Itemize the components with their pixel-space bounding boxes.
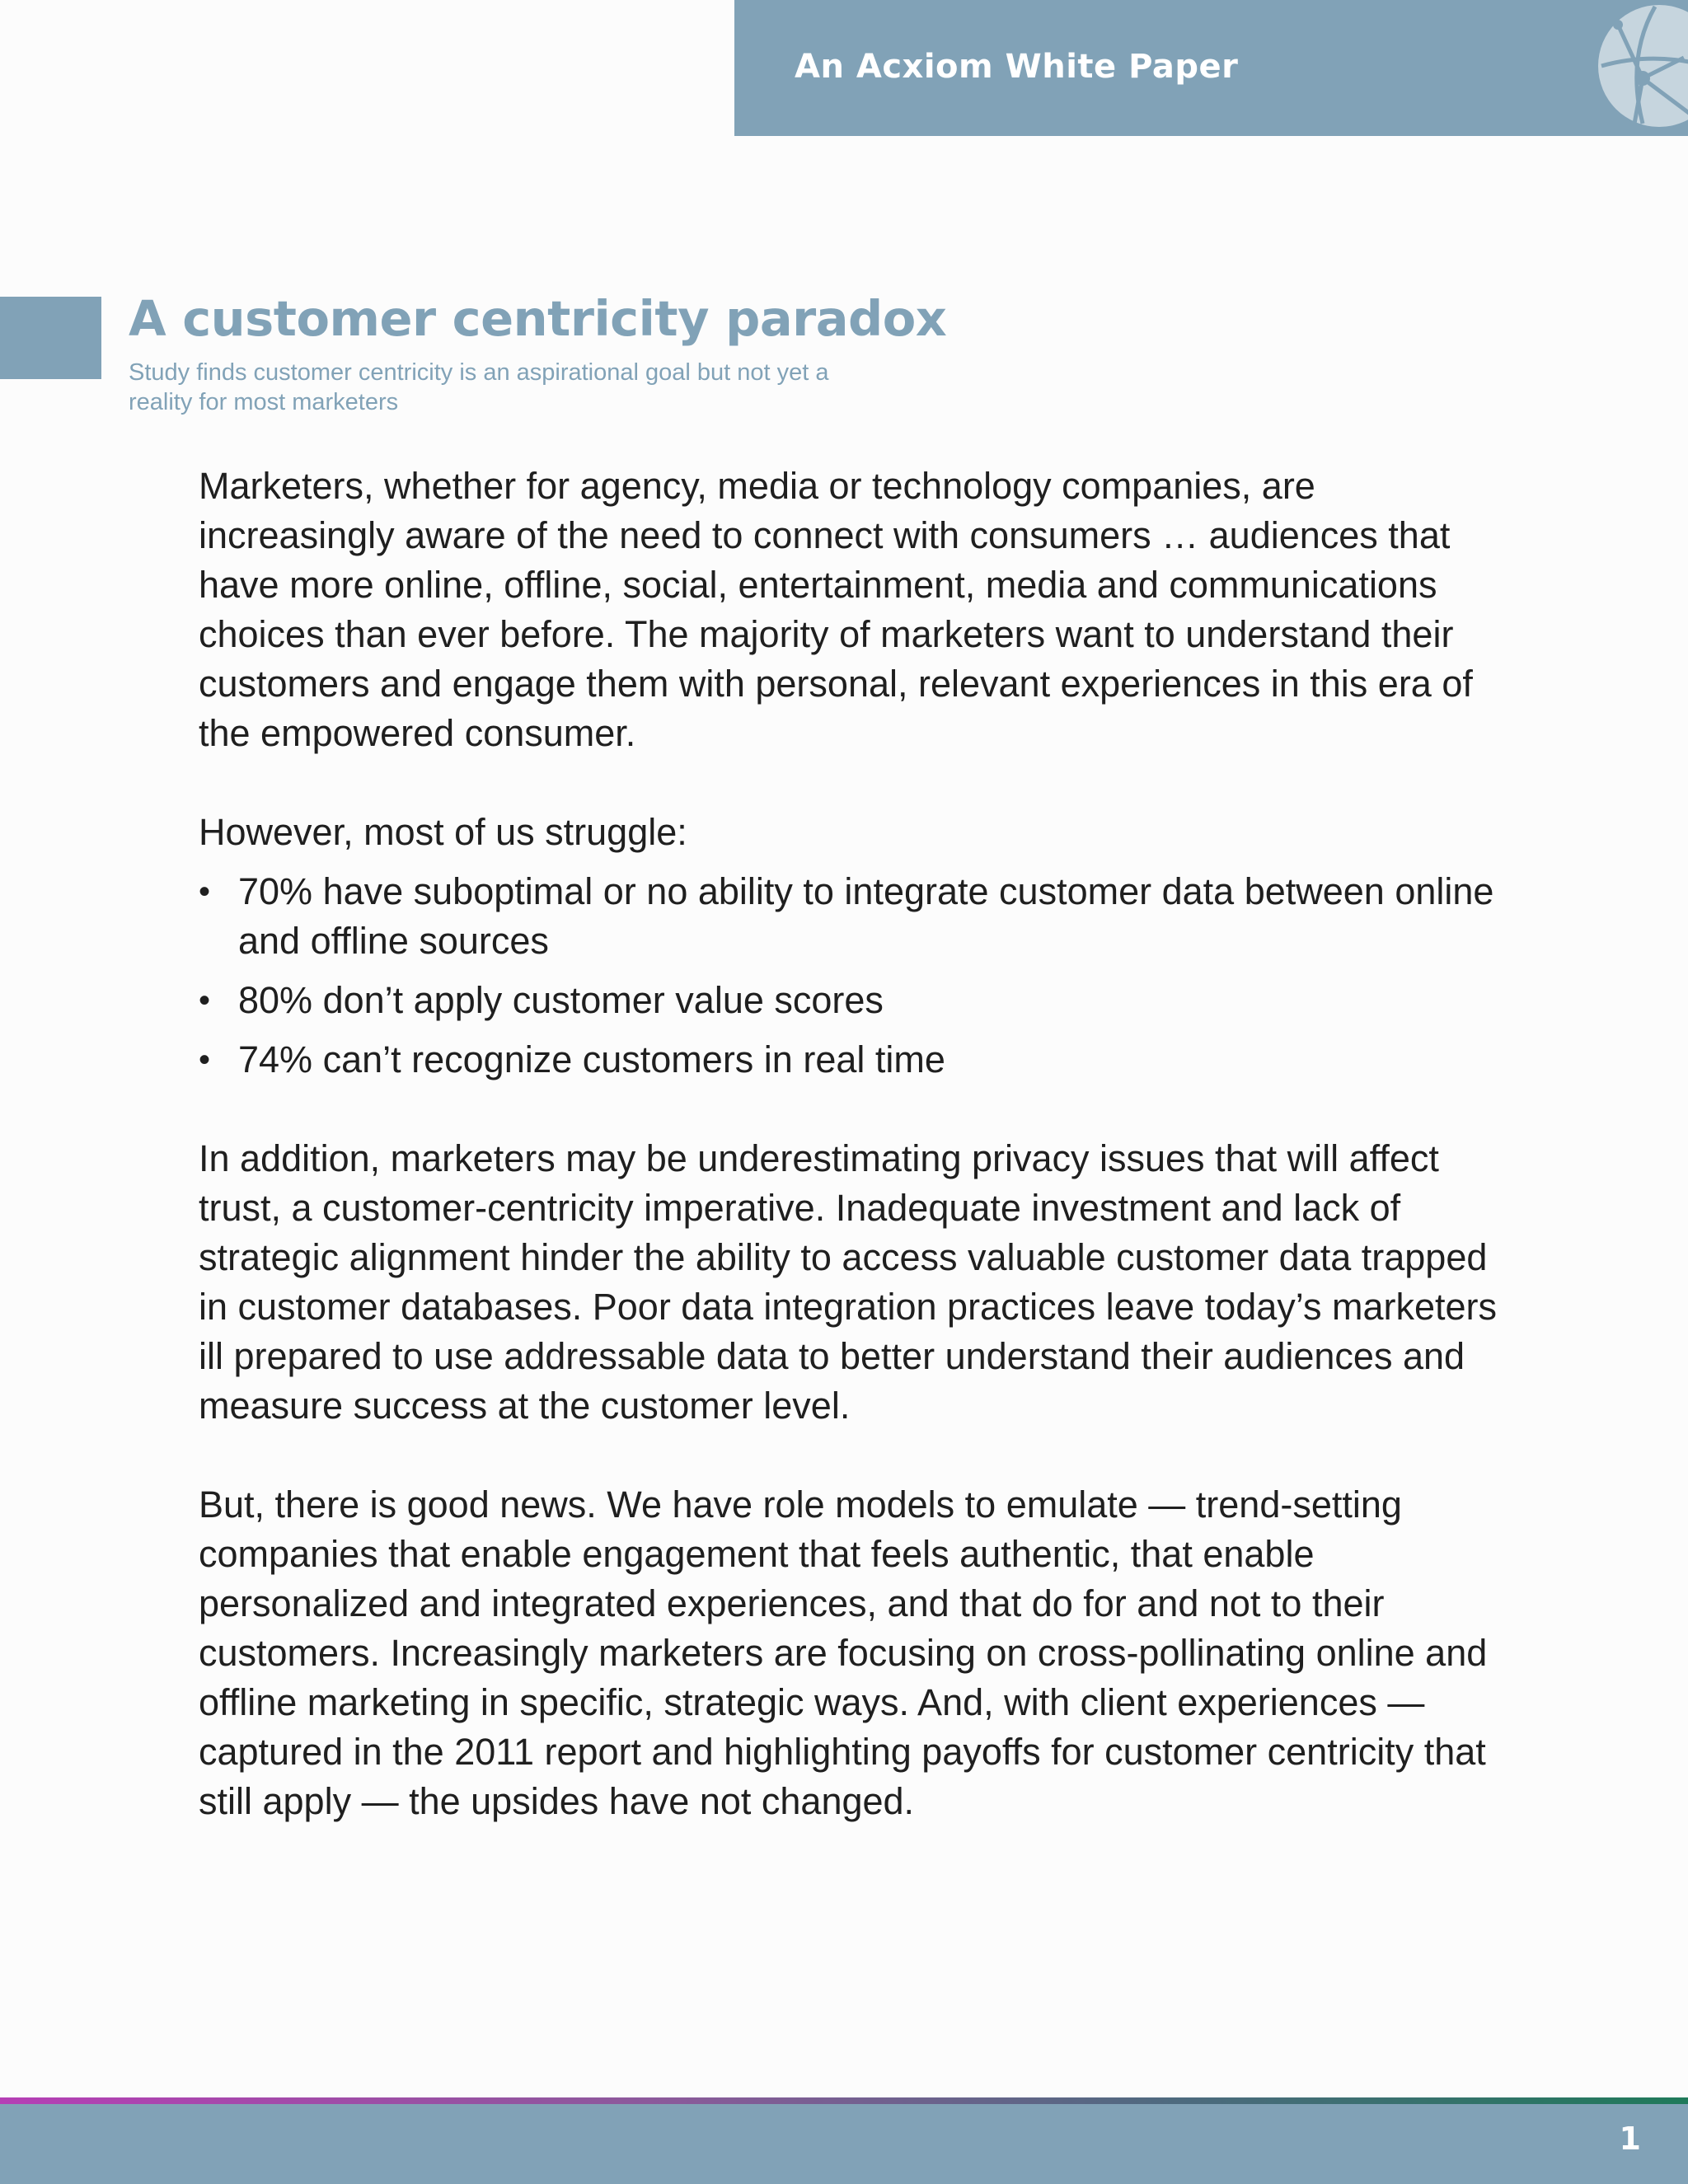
list-item xyxy=(199,867,1501,966)
bullet-icon: • xyxy=(199,874,211,910)
page-title: A customer centricity paradox xyxy=(129,290,947,347)
paragraph-intro: Marketers, whether for agency, media or technology companies, are increasingly aware of the need to connect with consumers … audiences that have more online, offline, social, entertainment, media and communications choices than ever before. The majority of marketers want to understand their customers and engage them with personal, relevant experiences in this era of the empowered consumer. xyxy=(199,465,1473,754)
header-title: An Acxiom White Paper xyxy=(795,48,1239,86)
list-item-text: 70% have suboptimal or no ability to integrate customer data between online and offline sources xyxy=(238,870,1494,962)
title-accent-block xyxy=(0,297,101,379)
footer-bar xyxy=(0,2104,1688,2184)
bullet-icon: • xyxy=(199,982,211,1019)
bullet-icon: • xyxy=(199,1042,211,1078)
bullet-list xyxy=(199,867,1501,1085)
paragraph-lead: However, most of us struggle: xyxy=(199,811,687,853)
list-item-text: 80% don’t apply customer value scores xyxy=(238,979,884,1021)
paragraph-privacy: In addition, marketers may be underestimating privacy issues that will affect trust, a customer-centricity imperative. Inadequate investment and lack of strategic alignment hinder the ability to access valuable customer data trapped in customer databases. Poor data integration practices leave today’s marketers ill prepared to use addressable data to better understand their audiences and measure success at the customer level. xyxy=(199,1137,1497,1427)
page-number: 1 xyxy=(1619,2121,1641,2157)
list-item xyxy=(199,976,1501,1025)
page-subtitle: Study finds customer centricity is an aspirational goal but not yet a reality for most marketers xyxy=(129,359,829,415)
paragraph-good-news: But, there is good news. We have role models to emulate — trend-setting companies that enable engagement that feels authentic, that enable personalized and integrated experiences, and that do for and not to their customers. Increasingly marketers are focusing on cross-pollinating online and offline marketing in specific, strategic ways. And, with client experiences — captured in the 2011 report and highlighting payoffs for customer centricity that still apply — the upsides have not changed. xyxy=(199,1483,1488,1822)
footer-gradient-line xyxy=(0,2097,1688,2104)
header-bar xyxy=(734,0,1688,136)
globe-icon xyxy=(1593,0,1688,132)
list-item xyxy=(199,1035,1501,1085)
body-content xyxy=(199,462,1501,1826)
list-item-text: 74% can’t recognize customers in real time xyxy=(238,1038,945,1080)
